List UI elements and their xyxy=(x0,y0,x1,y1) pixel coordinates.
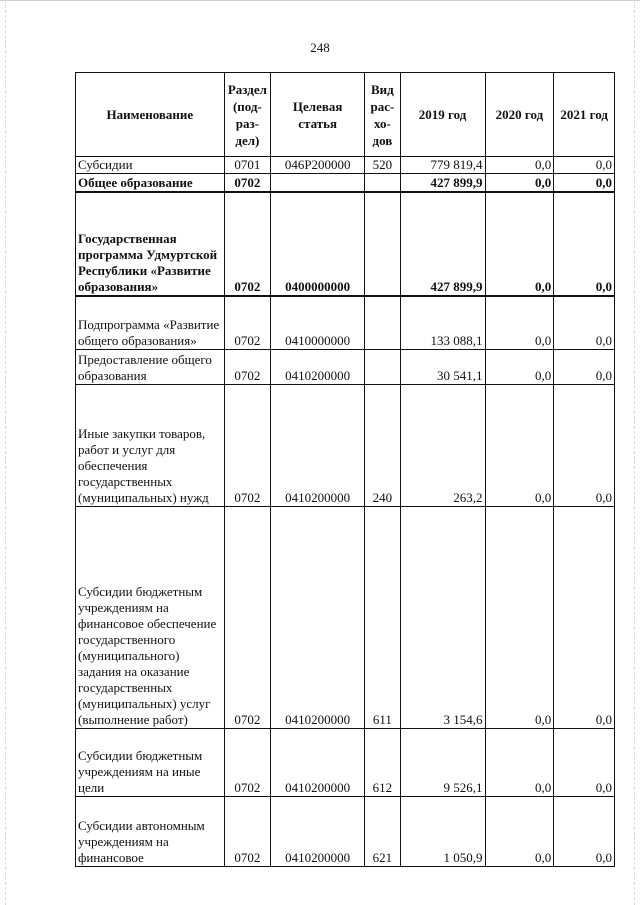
page-left-margin-line xyxy=(5,0,6,905)
row-type xyxy=(365,192,400,296)
row-section: 0702 xyxy=(224,385,271,507)
row-name: Подпрограмма «Развитие общего образования» xyxy=(76,296,225,350)
table-row xyxy=(76,296,615,350)
row-target xyxy=(271,174,365,192)
row-target: 0400000000 xyxy=(271,192,365,296)
page-right-margin-line xyxy=(634,0,635,905)
row-section: 0702 xyxy=(224,192,271,296)
row-name: Общее образование xyxy=(76,174,225,192)
table-row xyxy=(76,157,615,174)
table-row xyxy=(76,507,615,729)
table-header-row xyxy=(76,73,615,157)
row-target: 046P200000 xyxy=(271,157,365,174)
row-section: 0702 xyxy=(224,797,271,867)
row-2019: 30 541,1 xyxy=(400,350,485,385)
row-2021: 0,0 xyxy=(554,507,615,729)
table-row xyxy=(76,385,615,507)
row-type: 621 xyxy=(365,797,400,867)
row-2019: 3 154,6 xyxy=(400,507,485,729)
row-2021: 0,0 xyxy=(554,174,615,192)
row-2019: 427 899,9 xyxy=(400,174,485,192)
row-name: Субсидии автономным учреждениям на финансовое xyxy=(76,797,225,867)
row-2021: 0,0 xyxy=(554,192,615,296)
header-name: Наименование xyxy=(76,73,225,157)
row-2021: 0,0 xyxy=(554,797,615,867)
row-2019: 1 050,9 xyxy=(400,797,485,867)
header-target: Целевая статья xyxy=(271,73,365,157)
row-type xyxy=(365,174,400,192)
row-2021: 0,0 xyxy=(554,385,615,507)
header-2020: 2020 год xyxy=(485,73,554,157)
row-2020: 0,0 xyxy=(485,729,554,797)
row-type: 520 xyxy=(365,157,400,174)
table-row xyxy=(76,192,615,296)
table-row xyxy=(76,729,615,797)
row-target: 0410200000 xyxy=(271,350,365,385)
row-2019: 427 899,9 xyxy=(400,192,485,296)
row-name: Субсидии бюджетным учреждениям на иные цели xyxy=(76,729,225,797)
row-target: 0410200000 xyxy=(271,797,365,867)
row-2019: 9 526,1 xyxy=(400,729,485,797)
row-2020: 0,0 xyxy=(485,157,554,174)
row-2020: 0,0 xyxy=(485,350,554,385)
row-name: Предоставление общего образования xyxy=(76,350,225,385)
row-2021: 0,0 xyxy=(554,296,615,350)
page-top-edge xyxy=(0,0,640,1)
row-target: 0410200000 xyxy=(271,385,365,507)
header-2019: 2019 год xyxy=(400,73,485,157)
row-2019: 779 819,4 xyxy=(400,157,485,174)
row-section: 0702 xyxy=(224,507,271,729)
header-2021: 2021 год xyxy=(554,73,615,157)
header-expense-type: Вид рас-хо-дов xyxy=(365,73,400,157)
row-type: 611 xyxy=(365,507,400,729)
row-2020: 0,0 xyxy=(485,507,554,729)
row-2021: 0,0 xyxy=(554,729,615,797)
row-2020: 0,0 xyxy=(485,385,554,507)
row-section: 0702 xyxy=(224,729,271,797)
row-section: 0702 xyxy=(224,296,271,350)
header-section: Раздел (под-раз-дел) xyxy=(224,73,271,157)
row-name: Государственная программа Удмуртской Республики «Развитие образования» xyxy=(76,192,225,296)
row-2020: 0,0 xyxy=(485,192,554,296)
row-2021: 0,0 xyxy=(554,350,615,385)
row-section: 0701 xyxy=(224,157,271,174)
row-name: Иные закупки товаров, работ и услуг для обеспечения государственных (муниципальных) нужд xyxy=(76,385,225,507)
row-target: 0410200000 xyxy=(271,729,365,797)
row-2020: 0,0 xyxy=(485,296,554,350)
row-name: Субсидии бюджетным учреждениям на финансовое обеспечение государственного (муниципального) задания на оказание государственных (муниципальных) услуг (выполнение работ) xyxy=(76,507,225,729)
row-2021: 0,0 xyxy=(554,157,615,174)
table-row xyxy=(76,350,615,385)
row-target: 0410200000 xyxy=(271,507,365,729)
row-section: 0702 xyxy=(224,350,271,385)
row-type xyxy=(365,350,400,385)
page-number: 248 xyxy=(310,40,330,55)
row-2020: 0,0 xyxy=(485,174,554,192)
row-2020: 0,0 xyxy=(485,797,554,867)
table-row xyxy=(76,797,615,867)
row-section: 0702 xyxy=(224,174,271,192)
row-type: 612 xyxy=(365,729,400,797)
table-row xyxy=(76,174,615,192)
row-type xyxy=(365,296,400,350)
row-target: 0410000000 xyxy=(271,296,365,350)
row-2019: 133 088,1 xyxy=(400,296,485,350)
row-name: Субсидии xyxy=(76,157,225,174)
row-2019: 263,2 xyxy=(400,385,485,507)
row-type: 240 xyxy=(365,385,400,507)
budget-table xyxy=(75,72,615,867)
